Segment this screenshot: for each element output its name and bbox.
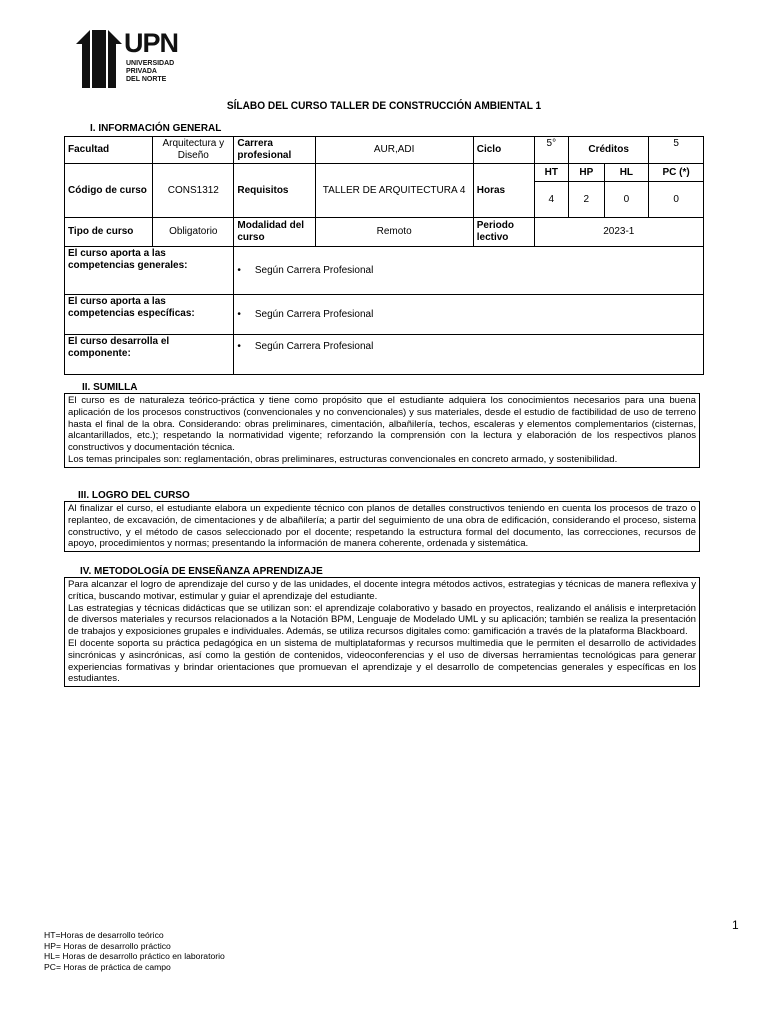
requisitos-label: Requisitos: [234, 164, 315, 218]
university-logo: [72, 26, 182, 90]
horas-label: Horas: [473, 164, 534, 218]
ciclo-value: 5°: [534, 137, 568, 164]
sumilla-paragraph: El curso es de naturaleza teórico-práctica y tiene como propósito que el estudiante adquiera los conocimientos necesarios para una buena aplicación de los procesos constructivos (convencionales y no convencionales) y sus materiales, desde el estudio de factibilidad de uso de terreno hasta el final de la obra. Considerando: obras preliminares, cimentación, albañilería, techos, escaleras y elementos complementarios (cisternas, alcantarillados, etc.); respetando la normatividad vigente; reforzando la comprensión con la lectura y elaboración de los respectivos planos constructivos y documentación técnica.: [68, 395, 696, 454]
requisitos-value: TALLER DE ARQUITECTURA 4: [315, 164, 473, 218]
modalidad-value: Remoto: [315, 218, 473, 247]
pc-header: PC (*): [649, 164, 704, 182]
hl-value: 0: [604, 182, 649, 218]
logo-subtitle: UNIVERSIDAD PRIVADA DEL NORTE: [126, 60, 175, 83]
section-heading-sumilla: II. SUMILLA: [82, 381, 138, 393]
page-number: 1: [732, 918, 739, 932]
codigo-value: CONS1312: [153, 164, 234, 218]
pc-value: 0: [649, 182, 704, 218]
logo-wordmark: UPN: [124, 28, 179, 58]
comp-generales-value: • Según Carrera Profesional: [234, 247, 704, 295]
footnotes: [44, 930, 225, 972]
ht-value: 4: [534, 182, 568, 218]
componente-label: El curso desarrolla el componente:: [65, 335, 234, 375]
hp-header: HP: [569, 164, 605, 182]
codigo-label: Código de curso: [65, 164, 153, 218]
carrera-value: AUR,ADI: [315, 137, 473, 164]
hl-header: HL: [604, 164, 649, 182]
upn-logo-icon: [76, 30, 122, 88]
facultad-label: Facultad: [65, 137, 153, 164]
footnote-hp: HP= Horas de desarrollo práctico: [44, 940, 171, 951]
footnote-ht: HT=Horas de desarrollo teórico: [44, 930, 164, 940]
document-title: SÍLABO DEL CURSO TALLER DE CONSTRUCCIÓN AMBIENTAL 1: [226, 100, 542, 112]
creditos-label: Créditos: [569, 137, 649, 164]
ciclo-label: Ciclo: [473, 137, 534, 164]
hp-value: 2: [569, 182, 605, 218]
comp-especificas-label: El curso aporta a las competencias específicas:: [65, 295, 234, 335]
footnote-pc: PC= Horas de práctica de campo: [44, 961, 171, 972]
carrera-label: Carrera profesional: [234, 137, 315, 164]
creditos-value: 5: [649, 137, 704, 164]
tipo-value: Obligatorio: [153, 218, 234, 247]
modalidad-label: Modalidad del curso: [234, 218, 315, 247]
footnote-hl: HL= Horas de desarrollo práctico en laboratorio: [44, 951, 225, 962]
sumilla-paragraph: Los temas principales son: reglamentación, obras preliminares, estructuras convencionales en concreto armado, y sostenibilidad.: [68, 453, 618, 465]
section-heading-metodologia: IV. METODOLOGÍA DE ENSEÑANZA APRENDIZAJE: [80, 565, 323, 577]
ht-header: HT: [534, 164, 568, 182]
periodo-value: 2023-1: [534, 218, 703, 247]
metodologia-paragraph: El docente soporta su práctica pedagógica en un sistema de multiplataformas y recursos multimedia que le permiten el desarrollo de actividades sincrónicas y asincrónicas, así como la gestión de contenidos, videoconferencias y el uso de diversas herramientas tecnológicas para generar experiencias formativas y brindar orientaciones que promuevan el aprendizaje y el desarrollo de competencias generales y específicas en los estudiantes.: [68, 637, 696, 685]
metodologia-paragraph: Las estrategias y técnicas didácticas que se utilizan son: el aprendizaje colaborativo y basado en proyectos, realizando el análisis e interpretación de diversos materiales y recursos relacionados a la Notación BPM, Lenguaje de Modelado UML y su aplicación; también se realiza la presentación de trabajos y exposiciones grupales e individuales. Además, se utiliza recursos digitales como: gamificación a través de la plataforma Blackboard.: [68, 602, 696, 638]
section-heading-logro: III. LOGRO DEL CURSO: [78, 489, 190, 501]
general-info-table: [64, 136, 704, 375]
metodologia-box: [64, 577, 700, 687]
componente-value: • Según Carrera Profesional: [234, 335, 704, 375]
tipo-label: Tipo de curso: [65, 218, 153, 247]
periodo-label: Periodo lectivo: [473, 218, 534, 247]
comp-especificas-value: • Según Carrera Profesional: [234, 295, 704, 335]
comp-generales-label: El curso aporta a las competencias generales:: [65, 247, 234, 295]
logro-box: [64, 501, 700, 552]
metodologia-paragraph: Para alcanzar el logro de aprendizaje del curso y de las unidades, el docente integra métodos activos, estrategias y técnicas de manera reflexiva y crítica, buscando motivar, estimular y guiar el aprendizaje del estudiante.: [68, 579, 696, 602]
sumilla-box: [64, 393, 700, 468]
facultad-value: Arquitectura y Diseño: [153, 137, 234, 164]
section-heading-info: I. INFORMACIÓN GENERAL: [90, 122, 222, 134]
logro-paragraph: Al finalizar el curso, el estudiante elabora un expediente técnico con planos de detalles constructivos teniendo en cuenta los procesos de trazo o replanteo, de excavación, de cimentaciones y de albañilería; a partir del seguimiento de una obra de edificación, considerando el proceso, sistema constructivo, y el método de casos seleccionado por el docente; respetando la estructura formal del documento, las correcciones, recursos de apoyo, procedimientos y normas; presentando la información de manera coherente, ordenada y sistemática.: [68, 503, 696, 550]
